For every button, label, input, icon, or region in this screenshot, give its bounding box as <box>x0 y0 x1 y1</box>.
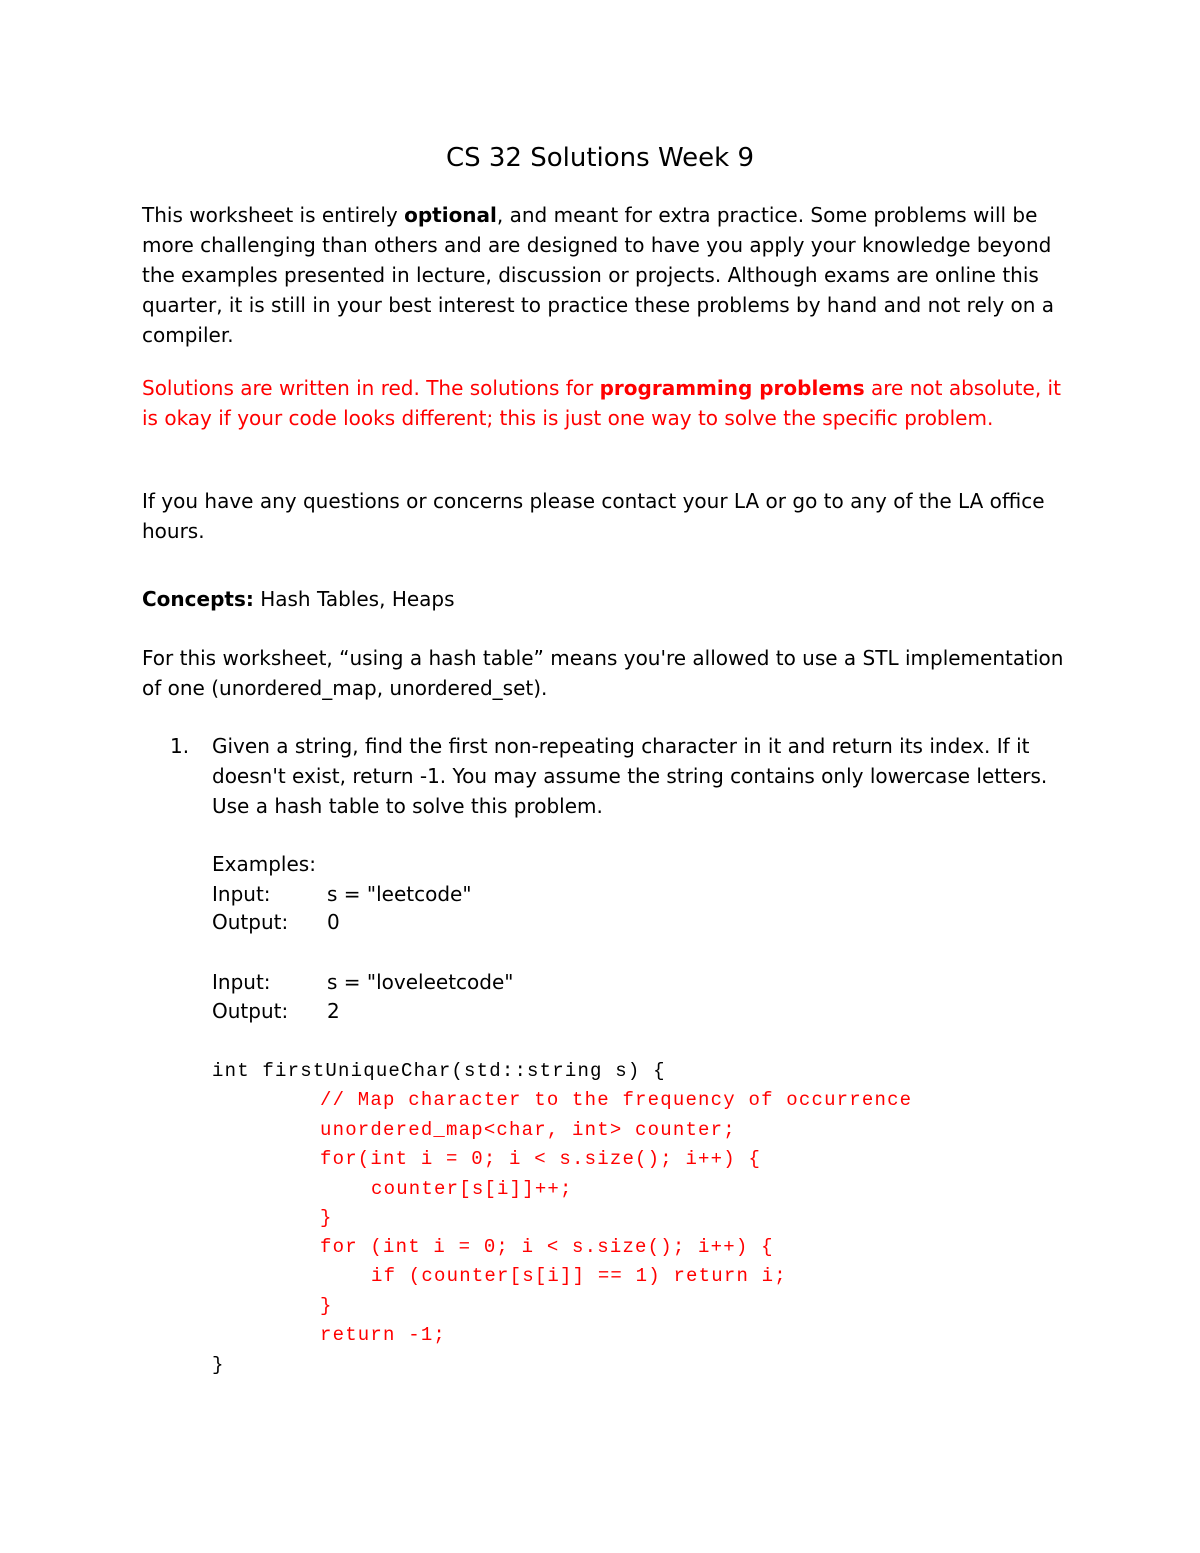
contact-paragraph: If you have any questions or concerns please contact your LA or go to any of the LA office hours. <box>142 489 1045 543</box>
solutions-note-bold: programming problems <box>599 376 865 400</box>
concepts-line <box>142 584 1072 614</box>
example-2-input-value: s = "loveleetcode" <box>327 970 514 994</box>
intro-bold-optional: optional <box>404 203 497 227</box>
example-2-output-label: Output: <box>212 999 289 1023</box>
code-line-increment: counter[s[i]]++; <box>371 1178 573 1200</box>
code-closing-brace: } <box>212 1354 225 1376</box>
example-2-output-value: 2 <box>327 999 340 1023</box>
example-1-input-label: Input: <box>212 882 271 906</box>
code-line-comment: // Map character to the frequency of occurrence <box>320 1089 913 1111</box>
page-title: CS 32 Solutions Week 9 <box>445 143 755 173</box>
examples-label: Examples: <box>212 852 316 876</box>
solutions-note <box>142 373 1072 433</box>
code-line-if-return: if (counter[s[i]] == 1) return i; <box>371 1265 787 1287</box>
question-1-text: Given a string, find the first non-repeating character in it and return its index. If it doesn't exist, return -1. You may assume the string contains only lowercase letters. Use a hash table to solve this problem. <box>212 734 1048 818</box>
code-line-close-brace-1: } <box>320 1207 333 1229</box>
intro-text-2: , and meant for extra practice. Some problems will be more challenging than others and are designed to have you apply your knowledge beyond the examples presented in lecture, discussion or projects. Although exams are online this quarter, it is still in your best interest to practice these problems by hand and not rely on a compiler. <box>142 203 1055 347</box>
code-function-signature: int firstUniqueChar(std::string s) { <box>212 1060 666 1082</box>
code-line-second-loop: for (int i = 0; i < s.size(); i++) { <box>320 1236 774 1258</box>
code-line-close-brace-2: } <box>320 1295 333 1317</box>
example-1-output-label: Output: <box>212 910 289 934</box>
concepts-value: Hash Tables, Heaps <box>253 587 455 611</box>
example-2-input-label: Input: <box>212 970 271 994</box>
code-line-return: return -1; <box>320 1324 447 1346</box>
code-line-map-declaration: unordered_map<char, int> counter; <box>320 1119 736 1141</box>
concepts-label: Concepts: <box>142 587 254 611</box>
intro-paragraph <box>142 200 1072 350</box>
hash-table-note: For this worksheet, “using a hash table” means you're allowed to use a STL implementation of one (unordered_map, unordered_set). <box>142 646 1064 700</box>
intro-text-1: This worksheet is entirely <box>142 203 405 227</box>
solutions-note-text-1: Solutions are written in red. The solutions for <box>142 376 600 400</box>
solutions-note-text-2: are not absolute, it is okay if your code looks different; this is just one way to solve the specific problem. <box>142 376 1061 430</box>
example-1-input-value: s = "leetcode" <box>327 882 472 906</box>
question-1-number: 1. <box>170 734 190 758</box>
code-line-first-loop: for(int i = 0; i < s.size(); i++) { <box>320 1148 762 1170</box>
example-1-output-value: 0 <box>327 910 340 934</box>
